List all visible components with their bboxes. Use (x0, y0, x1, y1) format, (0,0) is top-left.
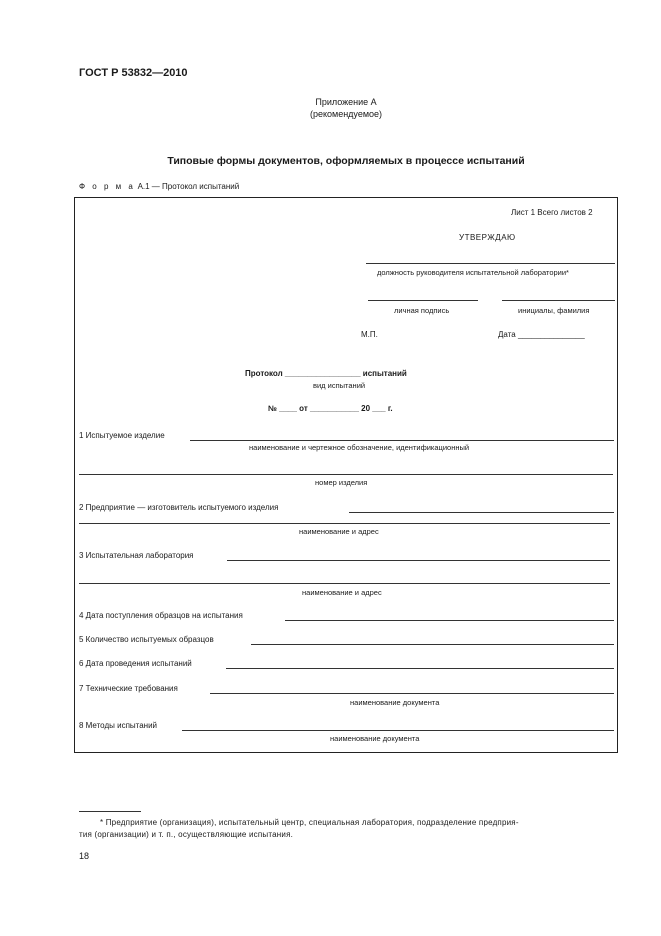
standard-number: ГОСТ Р 53832—2010 (79, 67, 188, 79)
item-5-label: 5 Количество испытуемых образцов (79, 635, 214, 644)
protocol-caption: вид испытаний (313, 381, 366, 390)
protocol-number: № ____ от ___________ 20 ___ г. (268, 404, 393, 413)
item-6-line (226, 668, 614, 669)
item-4-line (285, 620, 614, 621)
item-6-label: 6 Дата проведения испытаний (79, 659, 192, 668)
signature-caption: личная подпись (394, 306, 450, 315)
form-label (79, 182, 239, 191)
appendix-note: (рекомендуемое) (309, 109, 383, 119)
footnote-rule (79, 811, 141, 812)
item-8-caption: наименование документа (330, 734, 420, 743)
item-1-line (190, 440, 614, 441)
stamp-label: М.П. (361, 330, 378, 339)
footnote-line-2: тия (организации) и т. п., осуществляющие испытания. (79, 830, 294, 839)
item-3b-line (79, 583, 610, 584)
item-1b-line (79, 474, 613, 475)
appendix-title: Приложение А (315, 97, 377, 107)
initials-caption: инициалы, фамилия (518, 306, 590, 315)
item-2-caption: наименование и адрес (299, 527, 379, 536)
form-label-prefix: Ф о р м а (79, 182, 136, 191)
footnote-line-1: * Предприятие (организация), испытательный центр, специальная лаборатория, подразделение предприя- (100, 818, 519, 827)
item-2-line (349, 512, 614, 513)
protocol-form-frame (74, 197, 618, 753)
position-line (366, 263, 615, 264)
section-title: Типовые формы документов, оформляемых в процессе испытаний (167, 155, 525, 167)
sheet-info: Лист 1 Всего листов 2 (511, 208, 593, 217)
item-3-label: 3 Испытательная лаборатория (79, 551, 194, 560)
item-5-line (251, 644, 614, 645)
item-8-label: 8 Методы испытаний (79, 721, 158, 730)
date-field: Дата _______________ (498, 330, 585, 339)
item-7-line (210, 693, 614, 694)
item-8-line (182, 730, 614, 731)
initials-line (502, 300, 615, 301)
item-4-label: 4 Дата поступления образцов на испытания (79, 611, 243, 620)
protocol-title: Протокол _________________ испытаний (245, 369, 407, 378)
form-label-rest: А.1 — Протокол испытаний (137, 182, 240, 191)
item-7-label: 7 Технические требования (79, 684, 178, 693)
item-3-line (227, 560, 610, 561)
item-1-caption: наименование и чертежное обозначение, идентификационный (249, 443, 470, 452)
item-2-label: 2 Предприятие — изготовитель испытуемого изделия (79, 503, 279, 512)
page-number: 18 (79, 851, 90, 861)
approve-label: УТВЕРЖДАЮ (459, 233, 516, 242)
item-3-caption: наименование и адрес (302, 588, 382, 597)
signature-line (368, 300, 478, 301)
position-caption: должность руководителя испытательной лаборатории* (377, 268, 569, 277)
item-1-label: 1 Испытуемое изделие (79, 431, 165, 440)
item-1b-caption: номер изделия (315, 478, 368, 487)
item-7-caption: наименование документа (350, 698, 440, 707)
item-2b-line (79, 523, 610, 524)
